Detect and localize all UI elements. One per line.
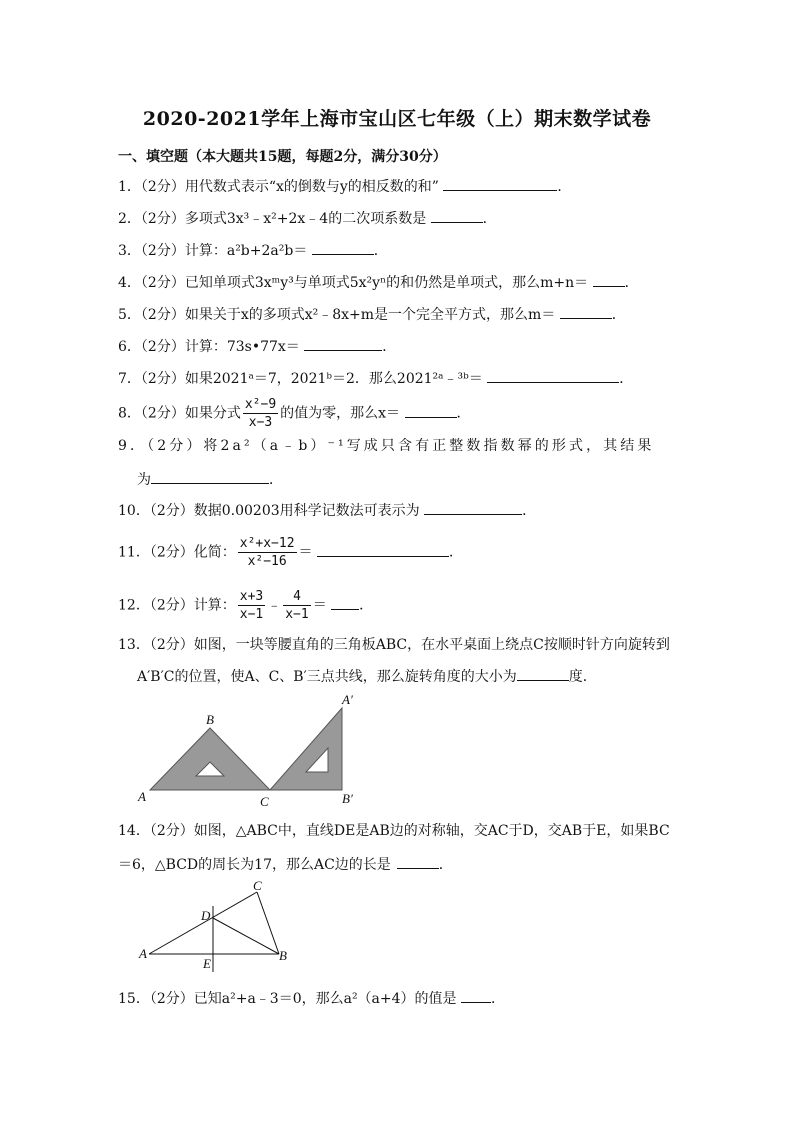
answer-blank[interactable] [312,240,374,255]
question-15: 15．（2分）已知a²+a﹣3＝0，那么a²（a+4）的值是 ． [118,988,505,1008]
fraction: $\frac{x+3}{x-1}$ [239,589,264,622]
label-B: B [279,948,287,963]
question-14: 14．（2分）如图，△ABC中，直线DE是AB边的对称轴，交AC于D，交AB于E，如果BC [118,823,670,839]
figure-14-triangle [135,876,305,976]
label-A-prime: A′ [342,692,353,707]
label-C: C [260,794,269,809]
answer-blank[interactable] [593,272,625,287]
question-10: 10．（2分）数据0.00203用科学记数法可表示为 ． [118,500,536,520]
label-B: B [206,712,214,727]
answer-blank[interactable] [487,368,619,383]
answer-blank[interactable] [304,336,382,351]
answer-blank[interactable] [424,500,522,515]
label-D: D [201,908,211,923]
figure-13-triangles [130,690,370,810]
question-7: 7．（2分）如果2021ᵃ＝7，2021ᵇ＝2．那么2021²ᵃ﹣³ᵇ＝ ． [118,368,633,388]
answer-blank[interactable] [151,469,269,484]
fraction: $\frac{4}{x-1}$ [285,589,309,622]
label-B-prime: B′ [342,791,353,806]
question-3: 3．（2分）计算：a²b+2a²b＝ ． [118,240,388,260]
answer-blank[interactable] [331,595,359,610]
question-13-cont: A′B′C的位置，使A、C、B′三点共线，那么旋转角度的大小为 度． [137,666,597,686]
answer-blank[interactable] [443,176,557,191]
fraction: $\frac{\text{x²−9}}{x-3}$ [244,397,277,430]
question-9-cont: 为 ． [137,469,283,489]
question-1: 1．（2分）用代数式表示“x的倒数与y的相反数的和” ． [118,176,571,196]
label-E: E [203,956,211,971]
question-12: 12．（2分）计算： $\frac{x+3}{x-1}$ ﹣ $\frac{4}{x-1}$ ＝ ． [118,589,374,622]
section-heading: 一、填空题（本大题共15题，每题2分，满分30分） [118,149,447,165]
question-9: 9．（2分）将2a²（a﹣b）⁻¹写成只含有正整数指数幂的形式，其结果 [118,438,655,454]
answer-blank[interactable] [517,666,569,681]
answer-blank[interactable] [405,403,457,418]
answer-blank[interactable] [431,208,483,223]
label-A: A [139,946,147,961]
question-6: 6．（2分）计算：73s•77x＝ ． [118,336,396,356]
answer-blank[interactable] [461,988,491,1003]
answer-blank[interactable] [317,542,449,557]
label-C: C [253,878,262,893]
answer-blank[interactable] [397,854,439,869]
question-14-cont: ＝6，△BCD的周长为17，那么AC边的长是 ． [118,854,453,874]
question-8: 8．（2分）如果分式 $\frac{\text{x²−9}}{x-3}$ 的值为零，那么x＝ ． [118,397,471,430]
question-4: 4．（2分）已知单项式3xᵐy³与单项式5x²yⁿ的和仍然是单项式，那么m+n＝ ． [118,272,639,292]
question-13: 13．（2分）如图，一块等腰直角的三角板ABC，在水平桌面上绕点C按顺时针方向旋转到 [118,637,670,653]
page-title: 2020-2021学年上海市宝山区七年级（上）期末数学试卷 [142,108,652,130]
fraction: $\frac{\text{x²+x−12}}{\text{x²−16}}$ [239,536,295,569]
answer-blank[interactable] [560,304,612,319]
label-A: A [138,789,146,804]
question-2: 2．（2分）多项式3x³﹣x²+2x﹣4的二次项系数是 ． [118,208,497,228]
question-11: 11．（2分）化简： $\frac{\text{x²+x−12}}{\text{x²−16}}$ ＝ ． [118,536,463,569]
question-5: 5．（2分）如果关于x的多项式x²﹣8x+m是一个完全平方式，那么m＝ ． [118,304,626,324]
